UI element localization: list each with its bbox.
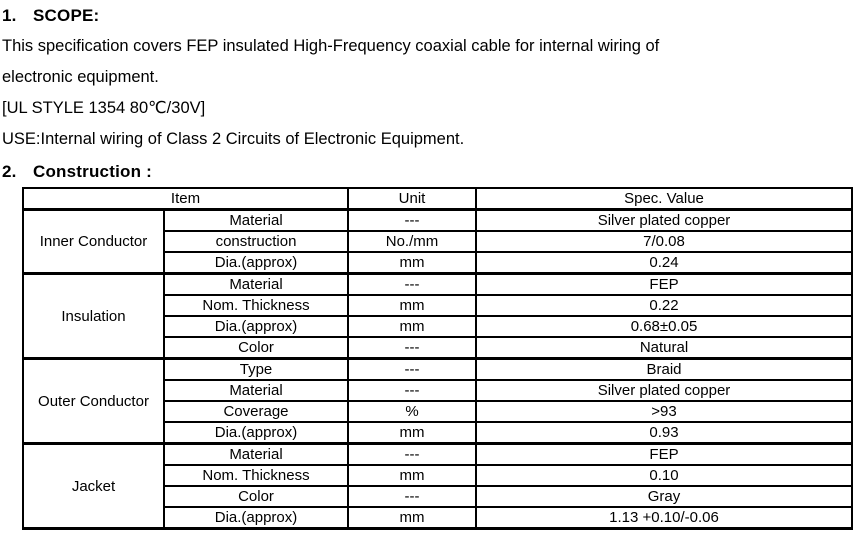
cell-unit: mm (348, 295, 476, 316)
cell-spec: Gray (476, 486, 852, 507)
cell-item: Nom. Thickness (164, 465, 348, 486)
cell-spec: >93 (476, 401, 852, 422)
cell-spec: 0.10 (476, 465, 852, 486)
cell-item: Dia.(approx) (164, 507, 348, 529)
group-name-cell: Outer Conductor (23, 359, 164, 444)
cell-item: Dia.(approx) (164, 316, 348, 337)
cell-spec: Braid (476, 359, 852, 381)
cell-item: Dia.(approx) (164, 422, 348, 444)
table-row (23, 210, 852, 232)
cell-spec: 7/0.08 (476, 231, 852, 252)
cell-item: Material (164, 210, 348, 232)
cell-item: Material (164, 274, 348, 296)
header-unit: Unit (348, 188, 476, 210)
cell-spec: 0.22 (476, 295, 852, 316)
cell-unit: No./mm (348, 231, 476, 252)
section-number: 2. (2, 162, 17, 181)
scope-paragraph (2, 31, 861, 155)
section-title: SCOPE: (33, 6, 100, 25)
group-name-cell: Jacket (23, 444, 164, 529)
cell-spec: 0.24 (476, 252, 852, 274)
cell-unit: --- (348, 380, 476, 401)
group-name-cell: Inner Conductor (23, 210, 164, 274)
cell-spec: 0.68±0.05 (476, 316, 852, 337)
table-row (23, 359, 852, 381)
cell-unit: mm (348, 252, 476, 274)
cell-spec: 1.13 +0.10/-0.06 (476, 507, 852, 529)
cell-item: Type (164, 359, 348, 381)
cell-unit: mm (348, 422, 476, 444)
section-title: Construction : (33, 162, 152, 181)
cell-item: Material (164, 444, 348, 466)
cell-item: Color (164, 486, 348, 507)
scope-line: This specification covers FEP insulated High-Frequency coaxial cable for internal wiring of (2, 37, 660, 55)
group-name-cell: Insulation (23, 274, 164, 359)
cell-item: Dia.(approx) (164, 252, 348, 274)
cell-spec: FEP (476, 444, 852, 466)
scope-line: [UL STYLE 1354 80℃/30V] (2, 99, 206, 117)
cell-spec: FEP (476, 274, 852, 296)
cell-item: Nom. Thickness (164, 295, 348, 316)
section-heading-scope (2, 6, 861, 26)
cell-spec: Silver plated copper (476, 380, 852, 401)
cell-item: construction (164, 231, 348, 252)
section-heading-construction (2, 162, 861, 182)
cell-spec: 0.93 (476, 422, 852, 444)
cell-item: Material (164, 380, 348, 401)
construction-table (22, 187, 853, 530)
cell-unit: mm (348, 465, 476, 486)
header-item: Item (23, 188, 348, 210)
cell-unit: mm (348, 507, 476, 529)
table-row (23, 274, 852, 296)
section-number: 1. (2, 6, 17, 25)
scope-line: USE:Internal wiring of Class 2 Circuits of Electronic Equipment. (2, 130, 465, 148)
cell-unit: % (348, 401, 476, 422)
cell-spec: Silver plated copper (476, 210, 852, 232)
cell-unit: --- (348, 337, 476, 359)
cell-item: Coverage (164, 401, 348, 422)
header-spec-value: Spec. Value (476, 188, 852, 210)
table-row (23, 444, 852, 466)
cell-unit: --- (348, 274, 476, 296)
cell-spec: Natural (476, 337, 852, 359)
cell-unit: --- (348, 210, 476, 232)
cell-item: Color (164, 337, 348, 359)
cell-unit: --- (348, 486, 476, 507)
scope-line: electronic equipment. (2, 68, 159, 86)
cell-unit: --- (348, 444, 476, 466)
cell-unit: --- (348, 359, 476, 381)
table-header-row (23, 188, 852, 210)
cell-unit: mm (348, 316, 476, 337)
